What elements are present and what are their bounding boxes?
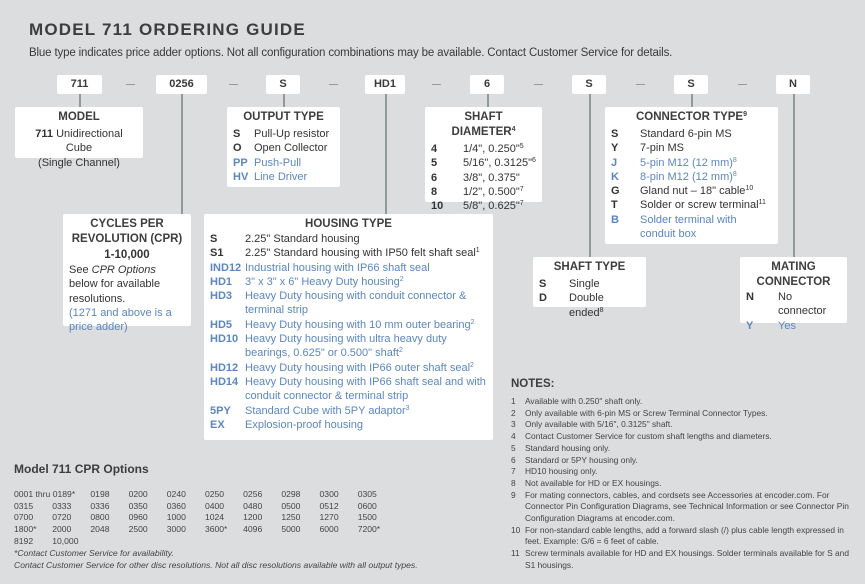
shaft-diameter-option: 6 3/8", 0.375" [431, 171, 520, 184]
connector-option: G Gland nut – 18" cable$^{10}$ [611, 185, 754, 198]
connector-option: B Solder terminal with conduit box [611, 213, 737, 241]
mating-connector-box [740, 257, 847, 332]
note-item: 7 HD10 housing only. [511, 466, 598, 477]
connector-option: T Solder or screw terminal$^{11}$ [611, 199, 766, 212]
housing-option: HD1 3" x 3" x 6" Heavy Duty housing$^2$ [210, 275, 404, 288]
code-mating-connector: N [776, 75, 810, 94]
shaft-diameter-option: 4 1/4", 0.250"$^5$ [431, 143, 524, 155]
connector-option: K 8-pin M12 (12 mm)$^8$ [611, 170, 737, 183]
dash-separator [636, 84, 645, 85]
page-subtitle: Blue type indicates price adder options. Not all configuration combinations may be available. Contact Customer Service for details. [29, 47, 673, 59]
page-title: MODEL 711 ORDERING GUIDE [29, 20, 306, 39]
dash-separator [738, 84, 747, 85]
output-option: S Pull-Up resistor [233, 128, 330, 140]
cpr-options-row: 8192 10,000 [14, 535, 79, 546]
note-item: 5 Standard housing only. [511, 442, 611, 453]
connector-type-box [605, 107, 778, 244]
note-item: 2 Only available with 6-pin MS or Screw Terminal Connector Types. [511, 407, 768, 418]
model-desc-2: (Single Channel) [38, 156, 120, 169]
shaft-diameter-box [425, 107, 542, 213]
note-item: 10 For non-standard cable lengths, add a forward slash (/) plus cable length expressed in feet. Example: G/6 = 6 feet of cable. [511, 524, 844, 547]
housing-option: HD5 Heavy Duty housing with 10 mm outer bearing$^2$ [210, 318, 475, 331]
output-option: PP Push-Pull [233, 156, 302, 169]
cpr-resolution-note: Contact Customer Service for other disc resolutions. Not all disc resolutions available with all output types. [14, 560, 418, 570]
shaft-diameter-option: 5 5/16", 0.3125"$^6$ [431, 157, 536, 170]
shaft-type-box [533, 257, 646, 319]
shaft-diameter-option: 10 5/8", 0.625"$^7$ [431, 200, 524, 213]
cpr-see-note: See CPR Options below for available resolutions. [69, 264, 161, 305]
cpr-options-row: 0001 thru 0189* 0198 0200 0240 0250 0256 0298 0300 0305 [14, 489, 377, 499]
notes-title: NOTES: [511, 378, 555, 390]
code-shaft-diameter: 6 [470, 75, 504, 94]
note-item: 11 Screw terminals available for HD and EX housings. Solder terminals available for S and S1 housings. [511, 548, 849, 570]
cpr-range: 1-10,000 [104, 249, 150, 261]
connector-type-heading: CONNECTOR TYPE$^9$ [635, 111, 748, 123]
cpr-availability-note: *Contact Customer Service for availability. [14, 548, 174, 558]
mating-option: N No connector [746, 291, 827, 318]
output-type-box [227, 107, 340, 187]
model-heading: MODEL [58, 111, 100, 123]
cpr-heading: CYCLES PER REVOLUTION (CPR) [71, 218, 183, 245]
note-item: 8 Not available for HD or EX housings. [511, 477, 662, 488]
housing-type-heading: HOUSING TYPE [305, 218, 392, 230]
code-shaft-type: S [572, 75, 606, 94]
connector-line [589, 94, 591, 257]
notes-list [511, 396, 856, 572]
shaft-diameter-option: 8 1/2", 0.500"$^7$ [431, 185, 524, 198]
housing-option: IND12 Industrial housing with IP66 shaft seal [210, 261, 430, 274]
housing-option: S1 2.25" Standard housing with IP50 felt shaft seal$^1$ [210, 247, 480, 260]
cpr-options-grid [14, 489, 396, 548]
note-item: 3 Only available with 5/16", 0.3125" shaft. [511, 419, 673, 430]
housing-option: S 2.25" Standard housing [210, 233, 360, 245]
connector-line [283, 94, 285, 107]
dash-separator [126, 84, 135, 85]
code-model: 711 [57, 75, 102, 94]
connector-line [181, 94, 183, 214]
cpr-options-row: 0700 0720 0800 0960 1000 1024 1200 1250 1270 1500 [14, 512, 377, 523]
cpr-options-row: 1800* 2000 2048 2500 3000 3600* 4096 5000 6000 7200* [14, 524, 381, 535]
code-housing-type: HD1 [365, 75, 405, 94]
housing-option: HD3 Heavy Duty housing with conduit connector & terminal strip [210, 290, 467, 317]
cpr-adder-note: (1271 and above is a price adder) [69, 306, 172, 334]
dash-separator [534, 84, 543, 85]
output-option: HV Line Driver [233, 170, 308, 183]
housing-option: HD14 Heavy Duty housing with IP66 shaft seal and with conduit connector & terminal strip [210, 375, 486, 403]
dash-separator [432, 84, 441, 85]
shaft-diameter-heading: SHAFT DIAMETER$^4$ [451, 111, 516, 138]
mating-option: Y Yes [746, 319, 796, 332]
housing-option: HD10 Heavy Duty housing with ultra heavy duty bearings, 0.625" or 0.500" shaft$^2$ [210, 333, 447, 360]
note-item: 4 Contact Customer Service for custom shaft lengths and diameters. [511, 431, 772, 442]
output-type-heading: OUTPUT TYPE [243, 111, 324, 123]
connector-option: Y 7-pin MS [611, 142, 685, 155]
shaft-type-heading: SHAFT TYPE [553, 261, 626, 273]
housing-option: HD12 Heavy Duty housing with IP66 outer shaft seal$^2$ [210, 361, 474, 374]
connector-option: J 5-pin M12 (12 mm)$^8$ [611, 156, 737, 169]
housing-option: 5PY Standard Cube with 5PY adaptor$^3$ [210, 404, 410, 417]
code-cpr: 0256 [156, 75, 207, 94]
cpr-options-row: 0315 0333 0336 0350 0360 0400 0480 0500 0512 0600 [14, 500, 377, 511]
model-code: 711 [35, 128, 54, 140]
model-box [15, 107, 143, 169]
model-desc: Unidirectional Cube [56, 128, 123, 155]
connector-line [793, 94, 795, 257]
code-connector-type: S [674, 75, 708, 94]
note-item: 9 For mating connectors, cables, and cordsets see Accessories at encoder.com. For Connector Pin Configuration Diagrams, see Technical Information or see Connector Pin Configuration Diagrams at encoder.com. [511, 489, 849, 524]
connector-line [79, 94, 81, 107]
mating-connector-heading: MATING CONNECTOR [756, 261, 831, 288]
output-option: O Open Collector [233, 142, 328, 155]
connector-line [691, 94, 693, 107]
note-item: 1 Available with 0.250" shaft only. [511, 396, 643, 406]
dash-separator [229, 84, 238, 85]
connector-line [487, 94, 489, 107]
connector-option: S Standard 6-pin MS [611, 128, 732, 140]
cpr-box [63, 214, 191, 334]
housing-option: EX Explosion-proof housing [210, 418, 364, 431]
cpr-options-title: Model 711 CPR Options [14, 462, 149, 476]
housing-type-box [204, 214, 493, 440]
code-output-type: S [266, 75, 300, 94]
dash-separator [329, 84, 338, 85]
connector-line [385, 94, 387, 214]
note-item: 6 Standard or 5PY housing only. [511, 454, 638, 465]
shaft-type-option: D Double ended$^8$ [539, 292, 604, 319]
shaft-type-option: S Single [539, 278, 600, 290]
